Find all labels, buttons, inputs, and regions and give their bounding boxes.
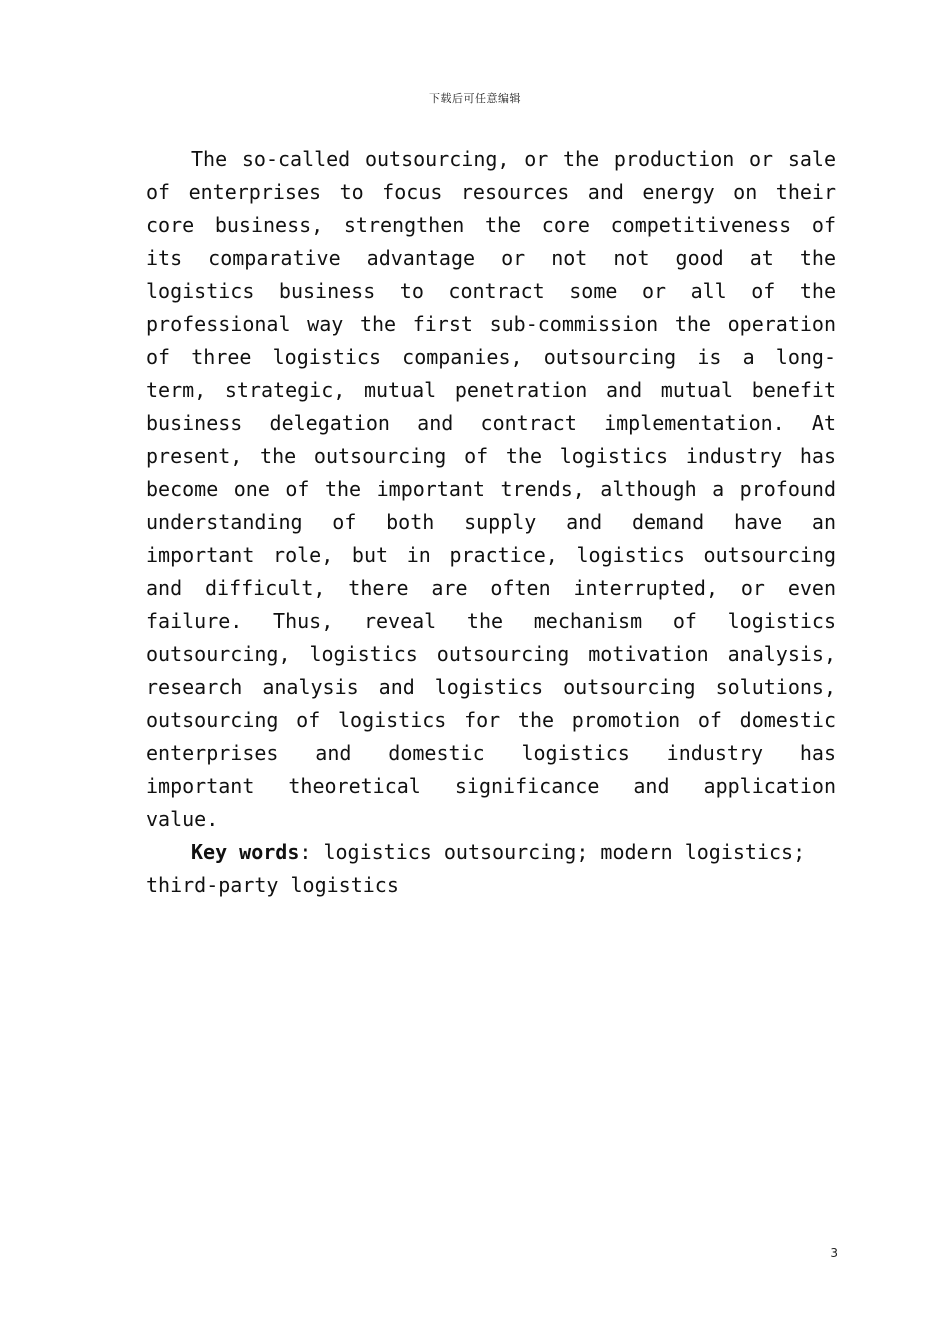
page-number: 3 <box>830 1246 838 1260</box>
keywords-paragraph <box>146 836 836 902</box>
keywords-value: logistics outsourcing; modern logistics; third-party logistics <box>146 840 806 897</box>
page-header: 下载后可任意编辑 <box>429 92 521 105</box>
keywords-label: Key words <box>191 840 300 864</box>
abstract-paragraph: The so-called outsourcing, or the production or sale of enterprises to focus resources and energy on their core business, strengthen the core competitiveness of its comparative advantage or not not good at the logistics business to contract some or all of the professional way the first sub-commission the operation of three logistics companies, outsourcing is a long-term, strategic, mutual penetration and mutual benefit business delegation and contract implementation. At present, the outsourcing of the logistics industry has become one of the important trends, although a profound understanding of both supply and demand have an important role, but in practice, logistics outsourcing and difficult, there are often interrupted, or even failure. Thus, reveal the mechanism of logistics outsourcing, logistics outsourcing motivation analysis, research analysis and logistics outsourcing solutions, outsourcing of logistics for the promotion of domestic enterprises and domestic logistics industry has important theoretical significance and application value. <box>146 147 836 831</box>
document-body <box>146 143 836 902</box>
keywords-separator: : <box>299 840 324 864</box>
